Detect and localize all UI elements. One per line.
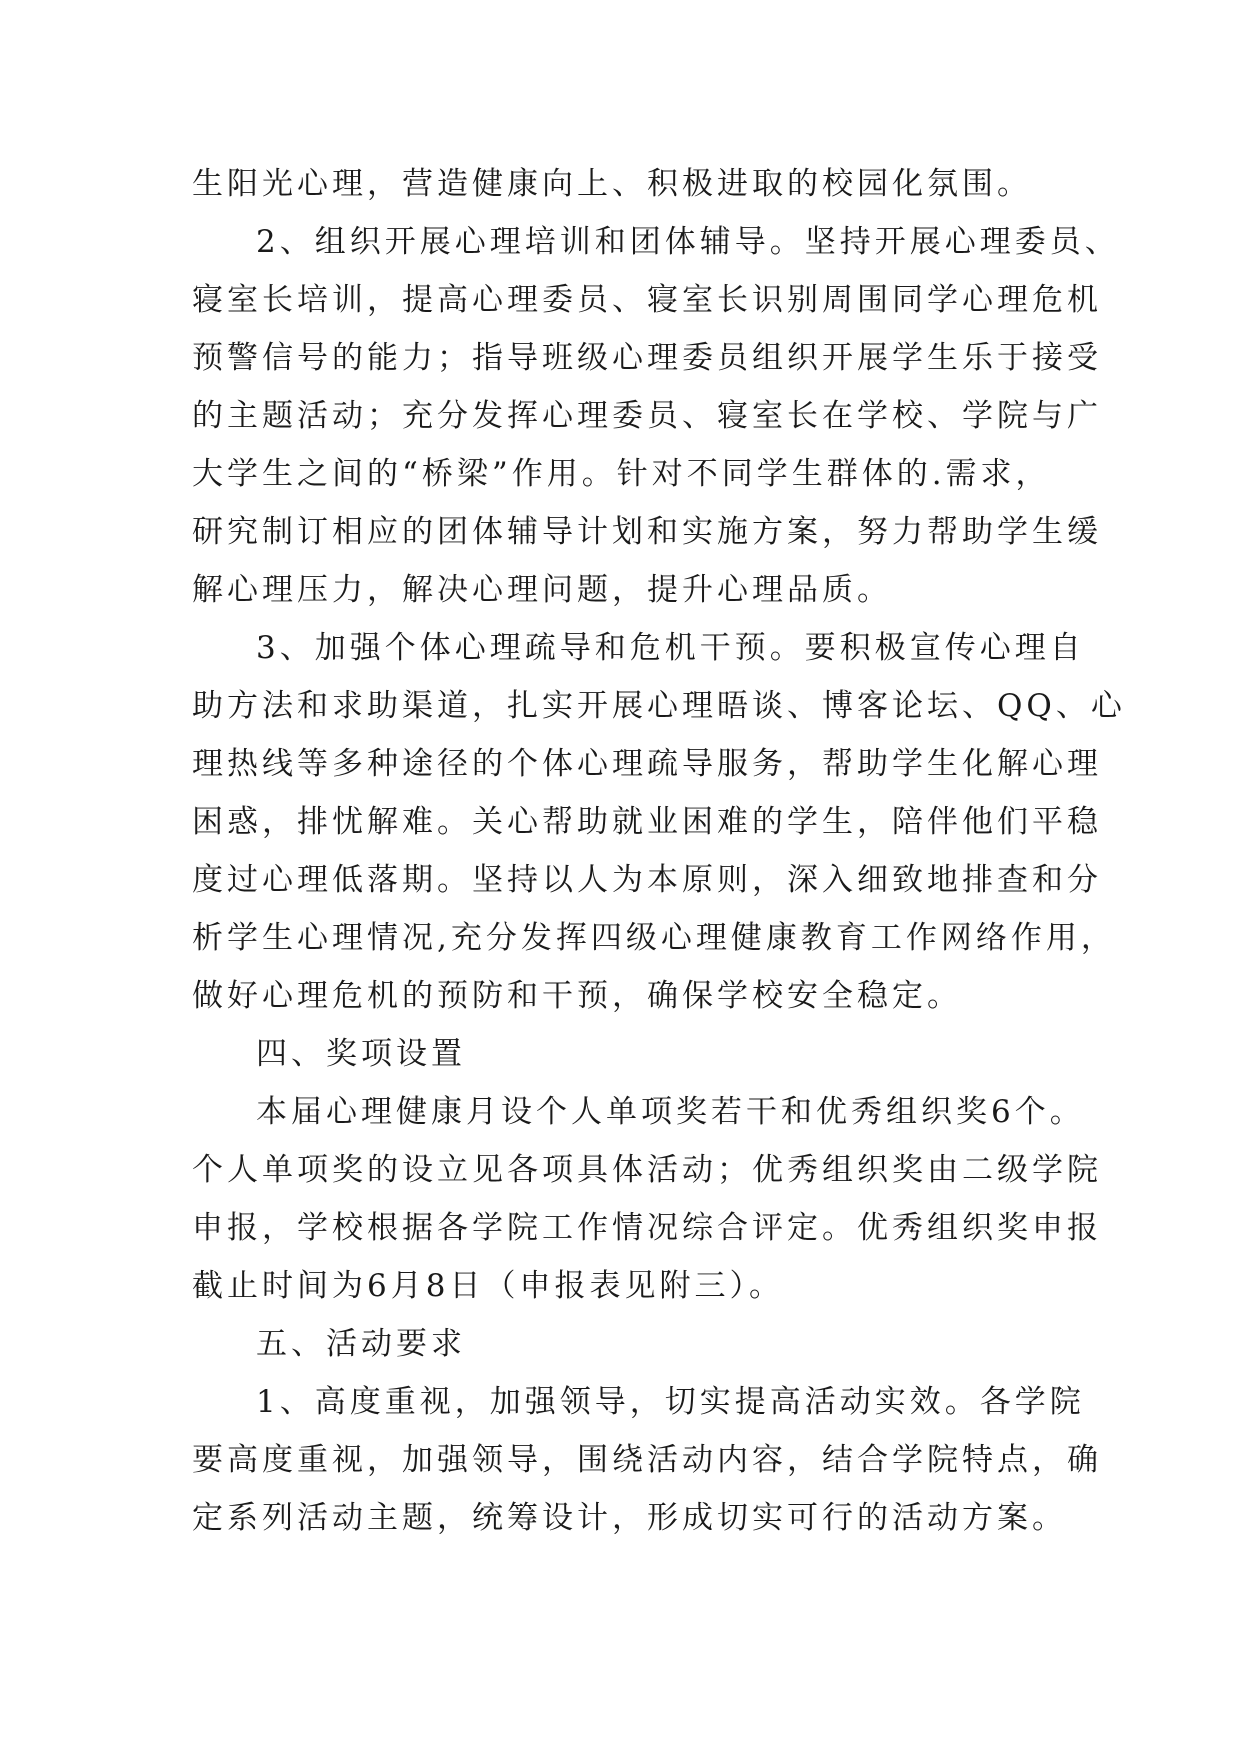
text-line: 困惑，排忧解难。关心帮助就业困难的学生，陪伴他们平稳 [192,804,1102,840]
text-line: 生阳光心理，营造健康向上、积极进取的校园化氛围。 [192,166,1032,202]
text-line: 1、高度重视，加强领导，切实提高活动实效。各学院 [256,1384,1085,1420]
text-line: 度过心理低落期。坚持以人为本原则，深入细致地排查和分 [192,862,1102,898]
text-line: 寝室长培训，提高心理委员、寝室长识别周围同学心理危机 [192,282,1102,318]
text-line: 3、加强个体心理疏导和危机干预。要积极宣传心理自 [256,630,1085,666]
text-line: 定系列活动主题，统筹设计，形成切实可行的活动方案。 [192,1500,1067,1536]
document-body [192,155,1126,1547]
text-line: 助方法和求助渠道，扎实开展心理晤谈、博客论坛、QQ、心 [192,688,1126,724]
text-line: 要高度重视，加强领导，围绕活动内容，结合学院特点，确 [192,1442,1102,1478]
text-line: 五、活动要求 [256,1326,466,1362]
text-line: 预警信号的能力；指导班级心理委员组织开展学生乐于接受 [192,340,1102,376]
text-line: 的主题活动；充分发挥心理委员、寝室长在学校、学院与广 [192,398,1102,434]
text-line: 解心理压力，解决心理问题，提升心理品质。 [192,572,892,608]
text-line: 四、奖项设置 [256,1036,466,1072]
text-line: 析学生心理情况,充分发挥四级心理健康教育工作网络作用， [192,920,1116,956]
text-line: 2、组织开展心理培训和团体辅导。坚持开展心理委员、 [256,224,1120,260]
text-line: 大学生之间的“桥梁”作用。针对不同学生群体的.需求， [192,456,1051,492]
text-line: 申报，学校根据各学院工作情况综合评定。优秀组织奖申报 [192,1210,1102,1246]
text-line: 研究制订相应的团体辅导计划和实施方案，努力帮助学生缓 [192,514,1102,550]
text-line: 个人单项奖的设立见各项具体活动；优秀组织奖由二级学院 [192,1152,1102,1188]
text-line: 截止时间为6月8日（申报表见附三）。 [192,1268,784,1304]
text-line: 本届心理健康月设个人单项奖若干和优秀组织奖6个。 [256,1094,1085,1130]
text-line: 理热线等多种途径的个体心理疏导服务，帮助学生化解心理 [192,746,1102,782]
text-line: 做好心理危机的预防和干预，确保学校安全稳定。 [192,978,962,1014]
